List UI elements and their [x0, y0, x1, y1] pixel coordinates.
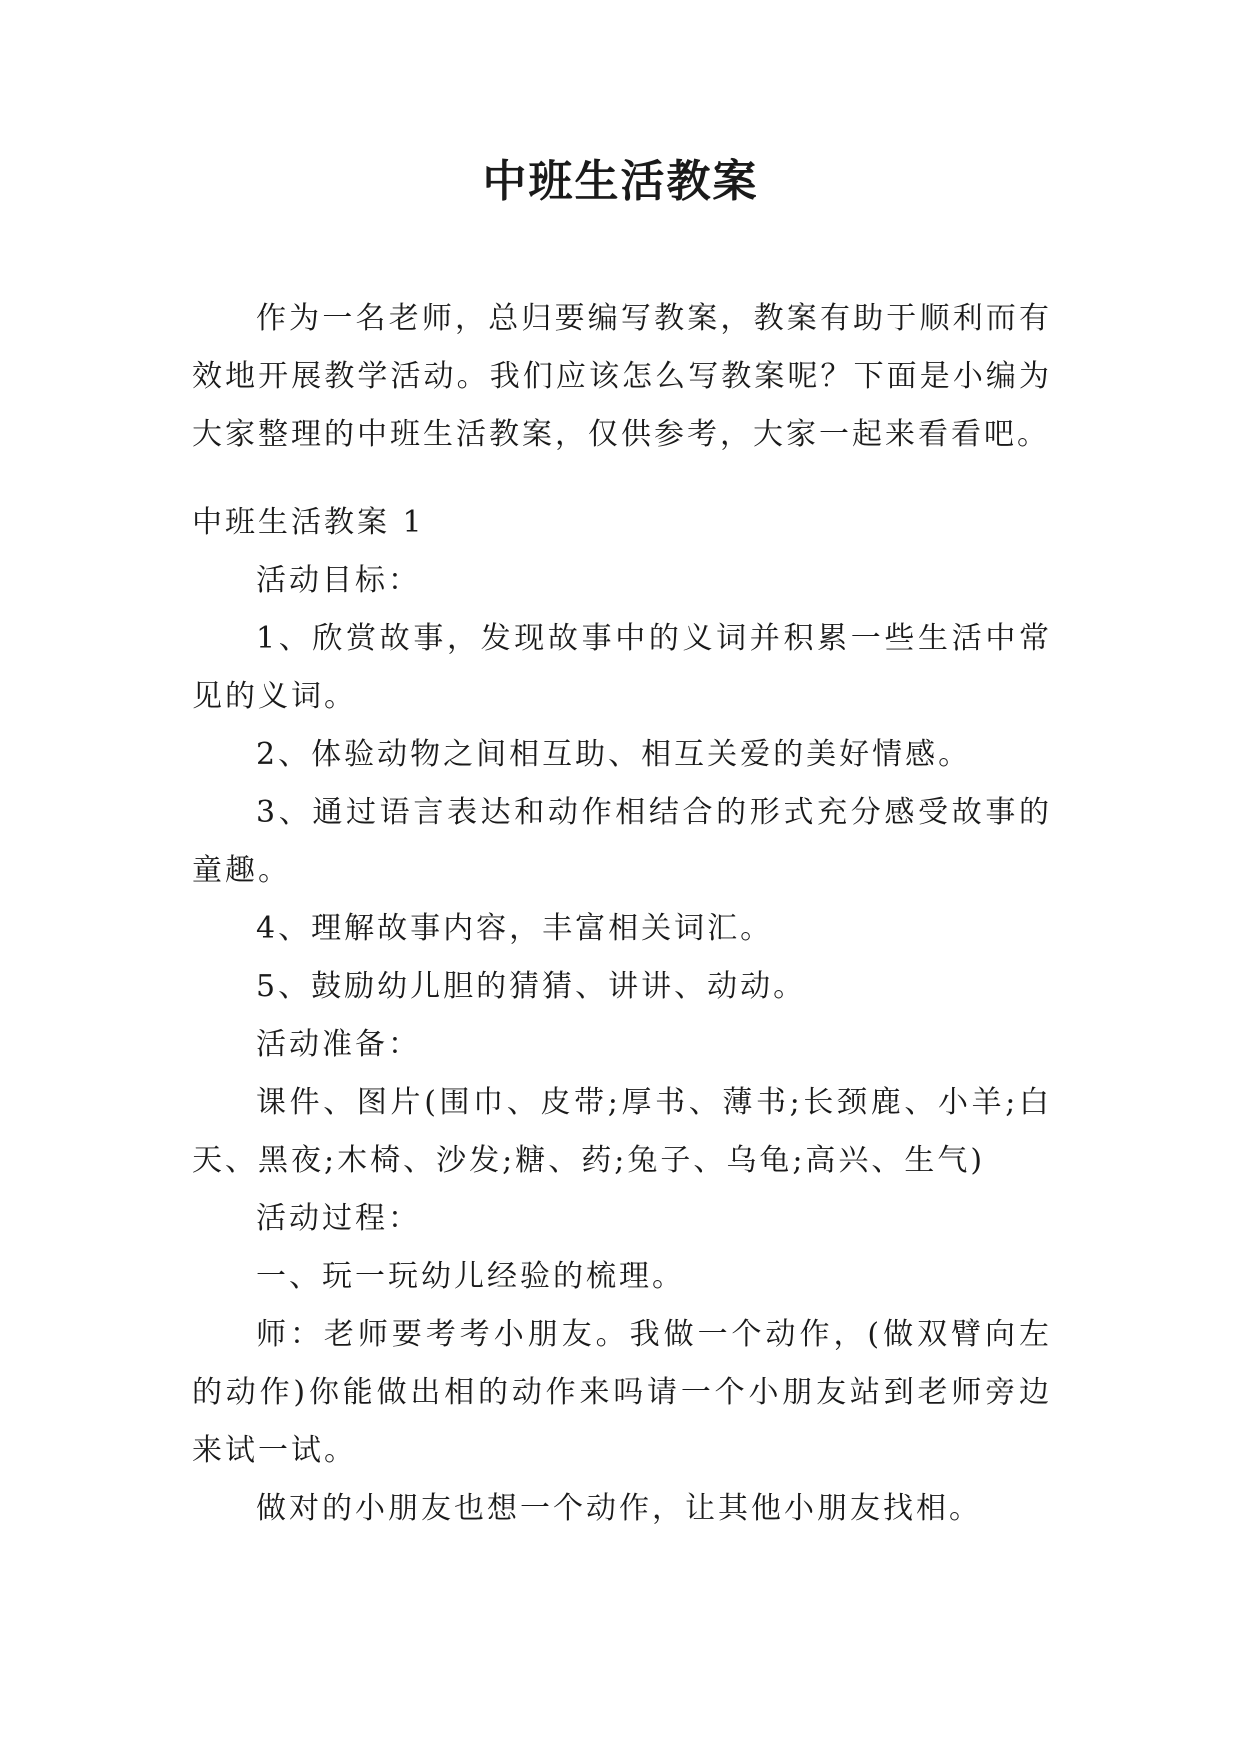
goal-item-2: 2、体验动物之间相互助、相互关爱的美好情感。 [256, 737, 972, 772]
goal-item-5: 5、鼓励幼儿胆的猜猜、讲讲、动动。 [256, 969, 807, 1004]
process-paragraph-2: 做对的小朋友也想一个动作，让其他小朋友找相。 [256, 1491, 982, 1526]
goals-label: 活动目标： [256, 563, 421, 598]
document-body [192, 290, 1052, 1538]
process-step-1: 一、玩一玩幼儿经验的梳理。 [256, 1259, 685, 1294]
spacer [192, 464, 1052, 494]
prep-label: 活动准备： [256, 1027, 421, 1062]
intro-paragraph: 作为一名老师，总归要编写教案，教案有助于顺利而有效地开展教学活动。我们应该怎么写教案呢？下面是小编为大家整理的中班生活教案，仅供参考，大家一起来看看吧。 [192, 301, 1052, 452]
goal-item-3: 3、通过语言表达和动作相结合的形式充分感受故事的童趣。 [192, 795, 1052, 888]
section-heading: 中班生活教案 1 [192, 505, 425, 540]
process-label: 活动过程： [256, 1201, 421, 1236]
goal-item-4: 4、理解故事内容，丰富相关词汇。 [256, 911, 774, 946]
process-paragraph-1: 师：老师要考考小朋友。我做一个动作，(做双臂向左的动作)你能做出相的动作来吗请一个小朋友站到老师旁边来试一试。 [192, 1317, 1052, 1468]
document-title: 中班生活教案 [482, 156, 759, 207]
prep-text: 课件、图片(围巾、皮带;厚书、薄书;长颈鹿、小羊;白天、黑夜;木椅、沙发;糖、药;兔子、乌龟;高兴、生气) [192, 1085, 1052, 1178]
goal-item-1: 1、欣赏故事，发现故事中的义词并积累一些生活中常见的义词。 [192, 621, 1052, 714]
